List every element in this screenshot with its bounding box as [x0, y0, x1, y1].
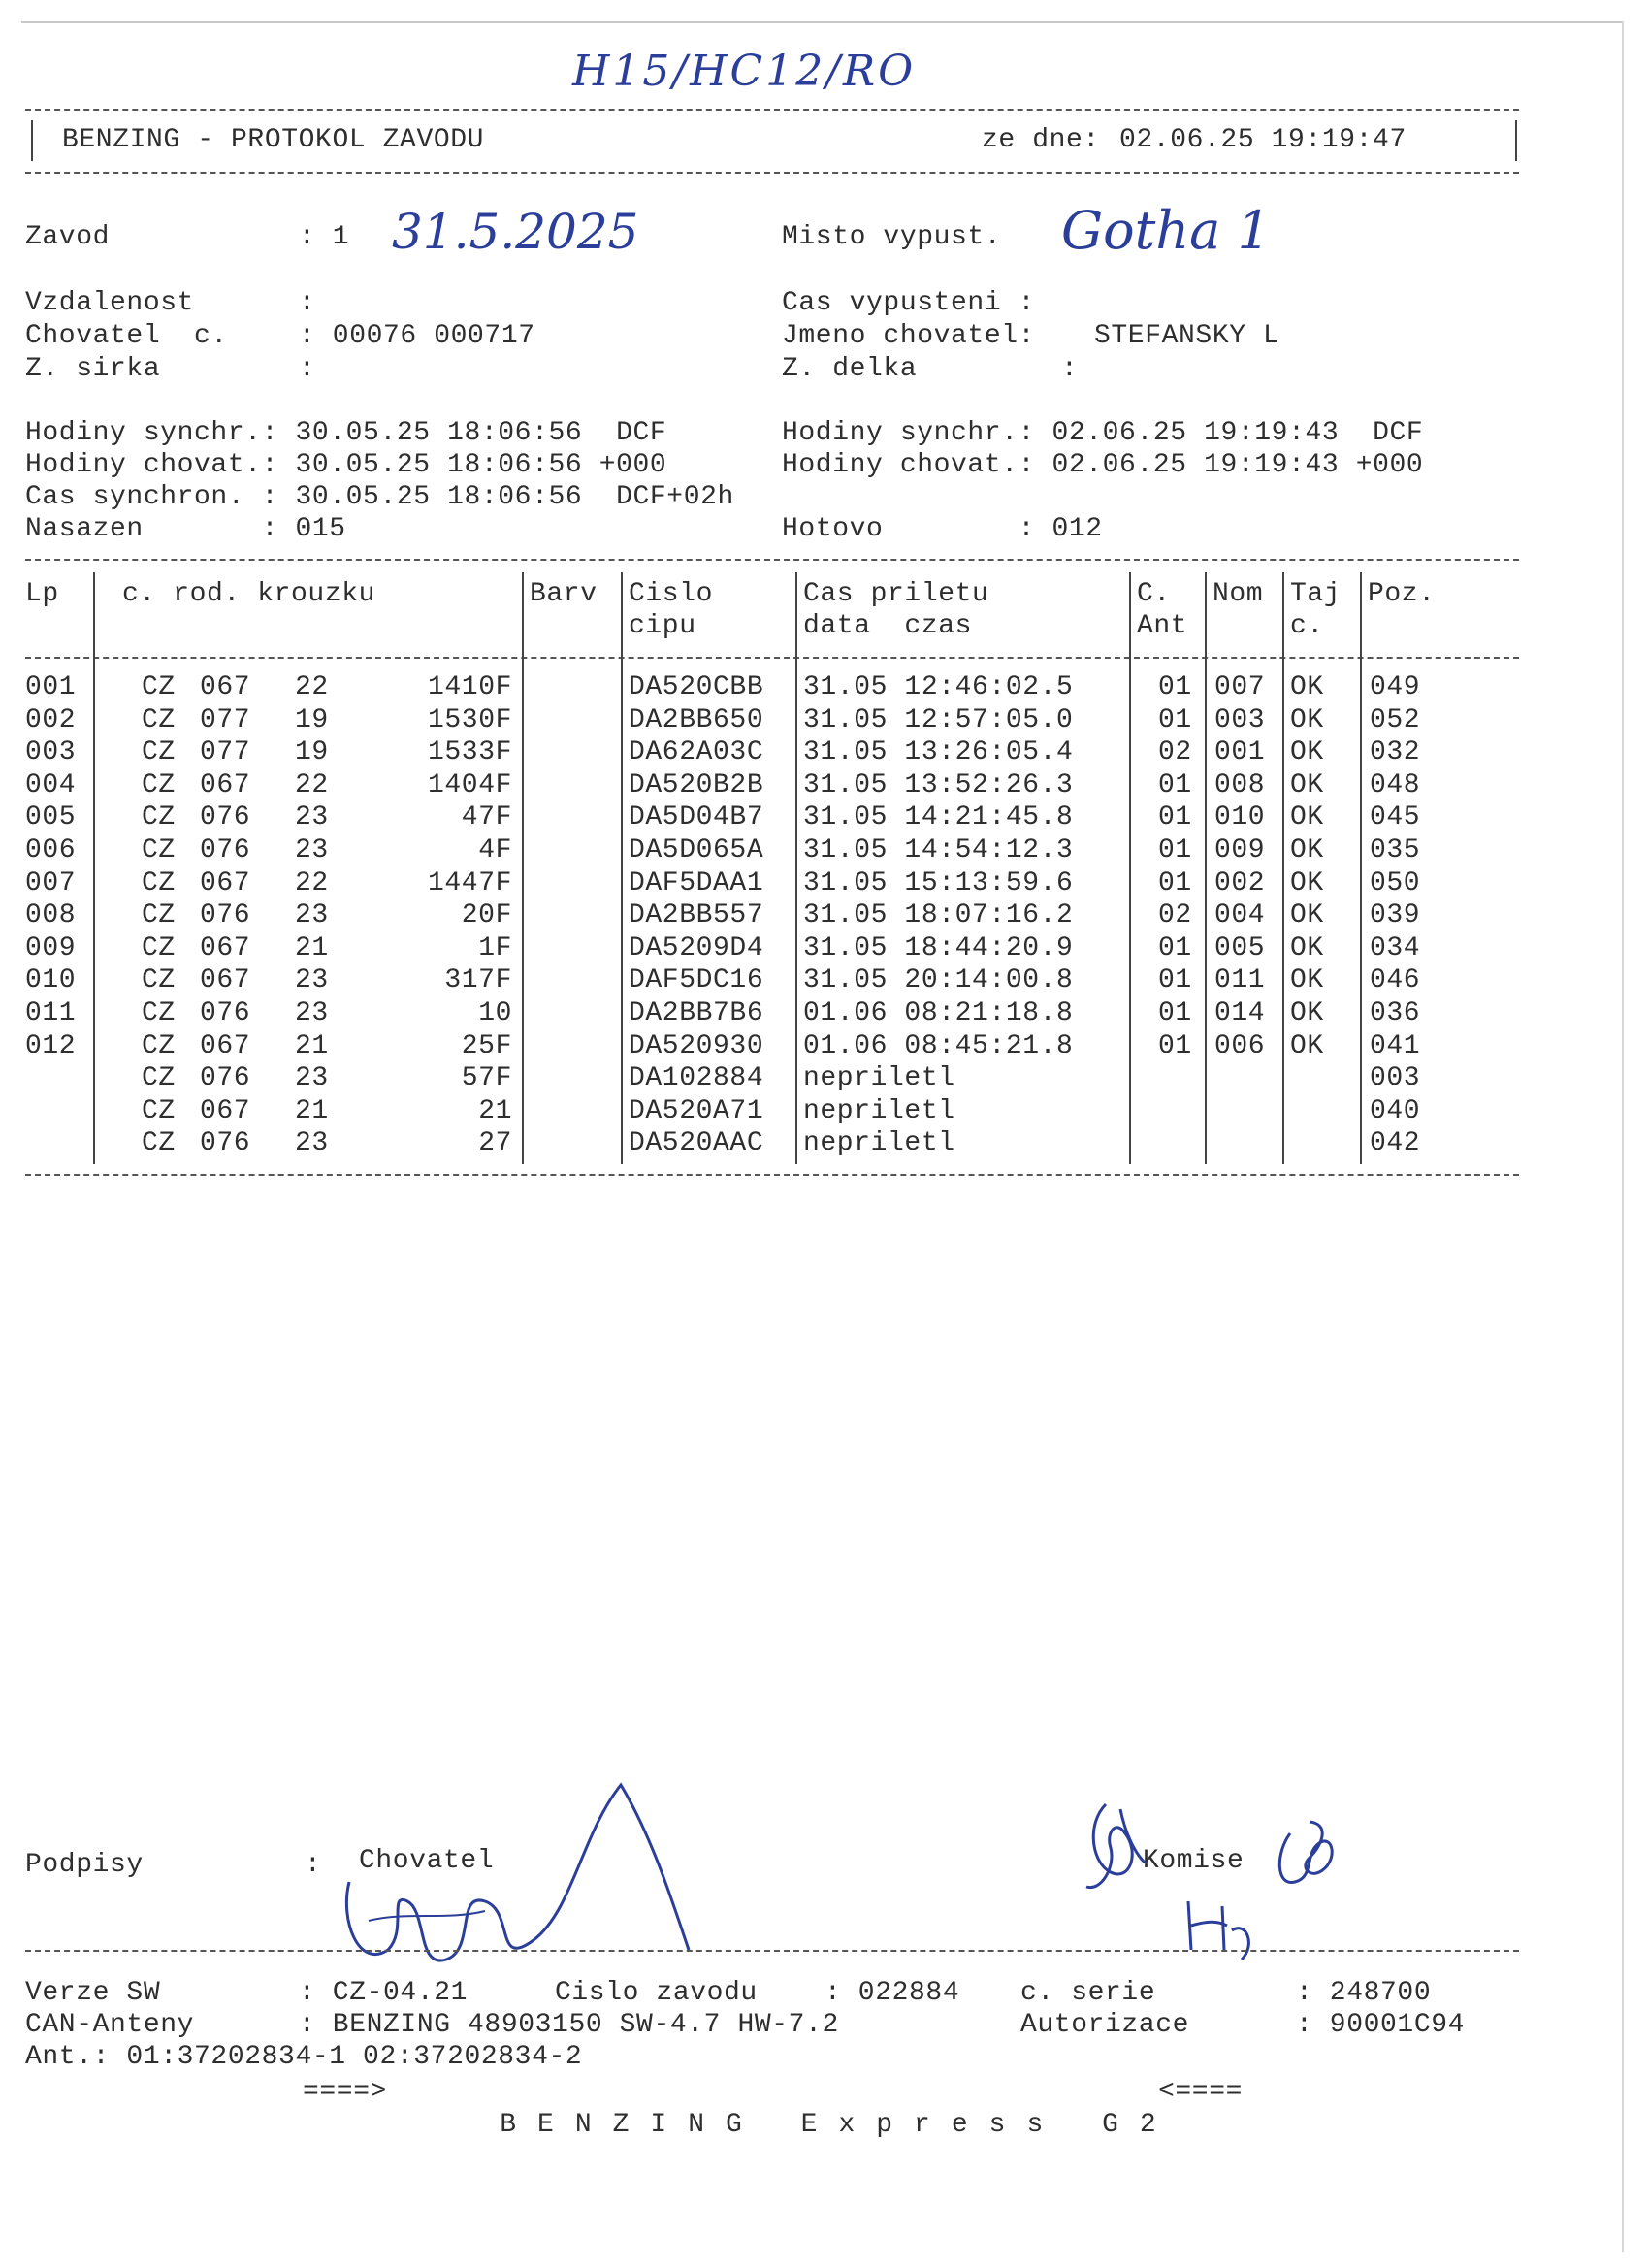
handwritten-place: Gotha 1 — [1061, 200, 1271, 261]
verze-label: Verze SW — [25, 1978, 161, 2008]
cell-lp: 008 — [25, 900, 77, 931]
cell-nom: 011 — [1214, 965, 1266, 996]
cell-ring: 10 — [478, 998, 512, 1028]
cell-poz: 003 — [1370, 1063, 1421, 1094]
cell-lp: 011 — [25, 998, 77, 1028]
cell-org: 067 — [200, 1030, 251, 1061]
cell-lp: 002 — [25, 704, 77, 735]
komise-signature-label: Komise — [1143, 1846, 1245, 1876]
cell-nom: 008 — [1214, 769, 1266, 800]
sync-left-4: Nasazen : 015 — [25, 514, 346, 544]
cell-nom: 014 — [1214, 998, 1266, 1028]
cell-chip: DA520AAC — [629, 1128, 764, 1159]
cell-ring: 47F — [461, 802, 512, 833]
cell-year: 21 — [295, 1095, 329, 1126]
cell-ant: 01 — [1158, 769, 1192, 800]
table-top-border — [25, 559, 1519, 561]
cell-lp: 003 — [25, 737, 77, 768]
cell-country: CZ — [142, 965, 176, 996]
cell-ring: 1404F — [427, 769, 512, 800]
header-bottom-border — [25, 172, 1519, 174]
cell-chip: DA520CBB — [629, 672, 764, 702]
cell-poz: 046 — [1370, 965, 1421, 996]
cell-poz: 036 — [1370, 998, 1421, 1028]
cell-ant: 01 — [1158, 672, 1192, 702]
cell-poz: 052 — [1370, 704, 1421, 735]
cell-nom: 001 — [1214, 737, 1266, 768]
col-header-ant-2: Ant — [1137, 611, 1188, 641]
header-left-border — [31, 120, 33, 161]
cell-country: CZ — [142, 835, 176, 865]
cell-ant: 01 — [1158, 704, 1192, 735]
cell-chip: DA2BB557 — [629, 900, 764, 931]
cell-poz: 039 — [1370, 900, 1421, 931]
antenna-line: Ant.: 01:37202834-1 02:37202834-2 — [25, 2042, 583, 2072]
cell-time: 31.05 12:57:05.0 — [803, 704, 1074, 735]
col-divider-chip — [621, 572, 623, 1164]
cell-chip: DA2BB650 — [629, 704, 764, 735]
cell-ring: 317F — [444, 965, 512, 996]
cell-year: 19 — [295, 737, 329, 768]
col-header-chip-2: cipu — [629, 611, 696, 641]
cell-taj: OK — [1290, 900, 1324, 931]
cell-poz: 034 — [1370, 932, 1421, 963]
cell-chip: DA520A71 — [629, 1095, 764, 1126]
cell-org: 067 — [200, 965, 251, 996]
cell-country: CZ — [142, 932, 176, 963]
cell-ant: 02 — [1158, 900, 1192, 931]
jmeno-label: Jmeno chovatel: — [782, 321, 1036, 351]
cell-year: 23 — [295, 1063, 329, 1094]
cell-year: 22 — [295, 867, 329, 898]
cell-taj: OK — [1290, 965, 1324, 996]
cell-country: CZ — [142, 1095, 176, 1126]
cell-taj: OK — [1290, 769, 1324, 800]
can-label: CAN-Anteny — [25, 2010, 195, 2040]
chovatel-signature — [330, 1775, 698, 1989]
cell-nom: 007 — [1214, 672, 1266, 702]
cell-year: 21 — [295, 932, 329, 963]
cell-chip: DA62A03C — [629, 737, 764, 768]
cell-taj: OK — [1290, 672, 1324, 702]
cell-poz: 042 — [1370, 1128, 1421, 1159]
cell-taj: OK — [1290, 802, 1324, 833]
cell-org: 067 — [200, 672, 251, 702]
chovatel-signature-label: Chovatel — [359, 1846, 495, 1876]
cell-lp: 005 — [25, 802, 77, 833]
cell-year: 23 — [295, 998, 329, 1028]
cell-ant: 01 — [1158, 835, 1192, 865]
col-divider-time — [795, 572, 797, 1164]
col-header-chip-1: Cislo — [629, 579, 714, 609]
cell-ant: 02 — [1158, 737, 1192, 768]
cell-org: 076 — [200, 998, 251, 1028]
cislo-zavodu-label: Cislo zavodu — [555, 1978, 758, 2008]
cell-time: 31.05 14:54:12.3 — [803, 835, 1074, 865]
header-right-border — [1515, 120, 1517, 161]
cell-chip: DA520930 — [629, 1030, 764, 1061]
cell-org: 076 — [200, 1063, 251, 1094]
komise-signature-2 — [1271, 1814, 1348, 1901]
cell-year: 21 — [295, 1030, 329, 1061]
cell-time: nepriletl — [803, 1128, 955, 1159]
cell-poz: 048 — [1370, 769, 1421, 800]
cell-poz: 050 — [1370, 867, 1421, 898]
cell-org: 077 — [200, 737, 251, 768]
cell-year: 23 — [295, 1128, 329, 1159]
cell-ring: 1F — [478, 932, 512, 963]
col-header-lp: Lp — [25, 579, 59, 609]
banner-text — [435, 2076, 1178, 2175]
handwritten-date: 31.5.2025 — [392, 204, 639, 260]
podpisy-label: Podpisy — [25, 1850, 144, 1880]
cell-org: 076 — [200, 900, 251, 931]
cell-ant: 01 — [1158, 867, 1192, 898]
cell-lp: 012 — [25, 1030, 77, 1061]
header-date-label: ze dne: — [982, 125, 1100, 155]
scan-edge-right — [1622, 21, 1624, 2252]
cell-year: 22 — [295, 672, 329, 702]
table-header-bottom-border — [25, 657, 1519, 659]
cell-ant: 01 — [1158, 998, 1192, 1028]
cell-chip: DA520B2B — [629, 769, 764, 800]
cell-nom: 009 — [1214, 835, 1266, 865]
cell-year: 23 — [295, 802, 329, 833]
cell-year: 23 — [295, 835, 329, 865]
sync-right-1: Hodiny synchr.: 02.06.25 19:19:43 DCF — [782, 418, 1424, 448]
col-header-barv: Barv — [530, 579, 598, 609]
cell-country: CZ — [142, 1063, 176, 1094]
cell-nom: 002 — [1214, 867, 1266, 898]
cell-chip: DA5D065A — [629, 835, 764, 865]
cell-ant: 01 — [1158, 802, 1192, 833]
col-header-poz: Poz. — [1368, 579, 1436, 609]
cell-country: CZ — [142, 704, 176, 735]
cell-time: 31.05 18:07:16.2 — [803, 900, 1074, 931]
cell-taj: OK — [1290, 835, 1324, 865]
cell-chip: DA2BB7B6 — [629, 998, 764, 1028]
cell-nom: 006 — [1214, 1030, 1266, 1061]
podpisy-colon: : — [305, 1850, 322, 1880]
cell-time: 31.05 14:21:45.8 — [803, 802, 1074, 833]
banner-product-name: BENZING Express G2 — [500, 2110, 1178, 2140]
can-value: : BENZING 48903150 SW-4.7 HW-7.2 — [299, 2010, 839, 2040]
cell-org: 076 — [200, 1128, 251, 1159]
sync-left-2: Hodiny chovat.: 30.05.25 18:06:56 +000 — [25, 450, 667, 480]
sync-left-1: Hodiny synchr.: 30.05.25 18:06:56 DCF — [25, 418, 667, 448]
cell-chip: DA102884 — [629, 1063, 764, 1094]
cell-time: 31.05 13:52:26.3 — [803, 769, 1074, 800]
cell-org: 077 — [200, 704, 251, 735]
col-divider-barv — [522, 572, 524, 1164]
cell-year: 23 — [295, 965, 329, 996]
cell-nom: 003 — [1214, 704, 1266, 735]
cell-ring: 20F — [461, 900, 512, 931]
serie-label: c. serie — [1020, 1978, 1156, 2008]
cell-time: 31.05 20:14:00.8 — [803, 965, 1074, 996]
komise-signature-3 — [1174, 1892, 1261, 1969]
sync-left-3: Cas synchron. : 30.05.25 18:06:56 DCF+02h — [25, 482, 734, 512]
col-header-nom: Nom — [1212, 579, 1264, 609]
header-title: BENZING - PROTOKOL ZAVODU — [62, 125, 485, 155]
cell-org: 067 — [200, 1095, 251, 1126]
cell-org: 076 — [200, 835, 251, 865]
cell-lp: 010 — [25, 965, 77, 996]
cell-poz: 040 — [1370, 1095, 1421, 1126]
table-bottom-border — [25, 1174, 1519, 1176]
serie-value: : 248700 — [1296, 1978, 1432, 2008]
zavod-label: Zavod — [25, 222, 111, 252]
cell-chip: DA5209D4 — [629, 932, 764, 963]
cislo-zavodu-value: : 022884 — [824, 1978, 960, 2008]
delka-value: : — [1061, 354, 1079, 384]
chovatel-value: : 00076 000717 — [299, 321, 535, 351]
cell-time: 31.05 13:26:05.4 — [803, 737, 1074, 768]
cell-year: 22 — [295, 769, 329, 800]
cell-lp: 007 — [25, 867, 77, 898]
cell-chip: DAF5DAA1 — [629, 867, 764, 898]
misto-label: Misto vypust. — [782, 222, 1002, 252]
col-divider-nom — [1205, 572, 1207, 1164]
cell-time: 31.05 12:46:02.5 — [803, 672, 1074, 702]
scan-edge-top — [21, 21, 1622, 23]
sync-right-3: Hotovo : 012 — [782, 514, 1103, 544]
cell-org: 067 — [200, 769, 251, 800]
cell-poz: 049 — [1370, 672, 1421, 702]
cell-ring: 1447F — [427, 867, 512, 898]
cell-ring: 1533F — [427, 737, 512, 768]
autorizace-value: : 90001C94 — [1296, 2010, 1466, 2040]
col-divider-ant — [1129, 572, 1131, 1164]
col-divider-taj — [1282, 572, 1284, 1164]
cell-org: 067 — [200, 932, 251, 963]
cell-year: 23 — [295, 900, 329, 931]
cell-ring: 57F — [461, 1063, 512, 1094]
handwritten-top-code: H15/HC12/RO — [572, 47, 917, 96]
cell-taj: OK — [1290, 867, 1324, 898]
cell-ant: 01 — [1158, 932, 1192, 963]
delka-label: Z. delka — [782, 354, 918, 384]
cell-taj: OK — [1290, 932, 1324, 963]
cell-country: CZ — [142, 769, 176, 800]
col-header-time-1: Cas priletu — [803, 579, 989, 609]
sirka-value: : — [299, 354, 316, 384]
cell-country: CZ — [142, 672, 176, 702]
jmeno-value: STEFANSKY L — [1094, 321, 1280, 351]
cell-poz: 041 — [1370, 1030, 1421, 1061]
cell-time: nepriletl — [803, 1063, 955, 1094]
cell-taj: OK — [1290, 737, 1324, 768]
cell-time: 01.06 08:21:18.8 — [803, 998, 1074, 1028]
zavod-value: : 1 — [299, 222, 350, 252]
col-divider-ring — [93, 572, 95, 1164]
header-top-border — [25, 109, 1519, 111]
cell-ring: 1530F — [427, 704, 512, 735]
cell-country: CZ — [142, 802, 176, 833]
cell-time: 31.05 15:13:59.6 — [803, 867, 1074, 898]
col-header-taj-1: Taj — [1290, 579, 1342, 609]
cell-taj: OK — [1290, 704, 1324, 735]
cell-ring: 1410F — [427, 672, 512, 702]
cell-time: 31.05 18:44:20.9 — [803, 932, 1074, 963]
cell-ring: 27 — [478, 1128, 512, 1159]
cell-lp: 009 — [25, 932, 77, 963]
cell-ring: 25F — [461, 1030, 512, 1061]
header-date-value: 02.06.25 19:19:47 — [1119, 125, 1406, 155]
cell-lp: 001 — [25, 672, 77, 702]
cell-chip: DAF5DC16 — [629, 965, 764, 996]
cell-taj: OK — [1290, 1030, 1324, 1061]
cell-org: 067 — [200, 867, 251, 898]
banner-left-arrow: ====> — [303, 2077, 388, 2107]
cell-country: CZ — [142, 900, 176, 931]
autorizace-label: Autorizace — [1020, 2010, 1190, 2040]
sirka-label: Z. sirka — [25, 354, 161, 384]
col-header-time-2: data czas — [803, 611, 973, 641]
banner-right-arrow: <==== — [1158, 2077, 1244, 2107]
sync-right-2: Hodiny chovat.: 02.06.25 19:19:43 +000 — [782, 450, 1424, 480]
vzdalenost-label: Vzdalenost — [25, 288, 195, 318]
cell-country: CZ — [142, 867, 176, 898]
cell-ring: 21 — [478, 1095, 512, 1126]
cell-ant: 01 — [1158, 965, 1192, 996]
cell-poz: 035 — [1370, 835, 1421, 865]
cell-nom: 005 — [1214, 932, 1266, 963]
col-header-ant-1: C. — [1137, 579, 1171, 609]
cell-chip: DA5D04B7 — [629, 802, 764, 833]
footer-top-border — [25, 1950, 1519, 1952]
vzdalenost-value: : — [299, 288, 316, 318]
cell-taj: OK — [1290, 998, 1324, 1028]
cas-vypusteni-label: Cas vypusteni : — [782, 288, 1036, 318]
col-header-taj-2: c. — [1290, 611, 1324, 641]
col-header-ring: c. rod. krouzku — [122, 579, 376, 609]
chovatel-label: Chovatel c. — [25, 321, 228, 351]
cell-lp: 004 — [25, 769, 77, 800]
cell-poz: 032 — [1370, 737, 1421, 768]
cell-lp: 006 — [25, 835, 77, 865]
cell-country: CZ — [142, 998, 176, 1028]
cell-ring: 4F — [478, 835, 512, 865]
cell-nom: 010 — [1214, 802, 1266, 833]
cell-country: CZ — [142, 737, 176, 768]
cell-year: 19 — [295, 704, 329, 735]
verze-value: : CZ-04.21 — [299, 1978, 469, 2008]
cell-org: 076 — [200, 802, 251, 833]
cell-poz: 045 — [1370, 802, 1421, 833]
cell-ant: 01 — [1158, 1030, 1192, 1061]
cell-time: 01.06 08:45:21.8 — [803, 1030, 1074, 1061]
komise-signature-1 — [1077, 1795, 1154, 1901]
cell-country: CZ — [142, 1128, 176, 1159]
cell-time: nepriletl — [803, 1095, 955, 1126]
cell-nom: 004 — [1214, 900, 1266, 931]
col-divider-poz — [1360, 572, 1362, 1164]
cell-country: CZ — [142, 1030, 176, 1061]
